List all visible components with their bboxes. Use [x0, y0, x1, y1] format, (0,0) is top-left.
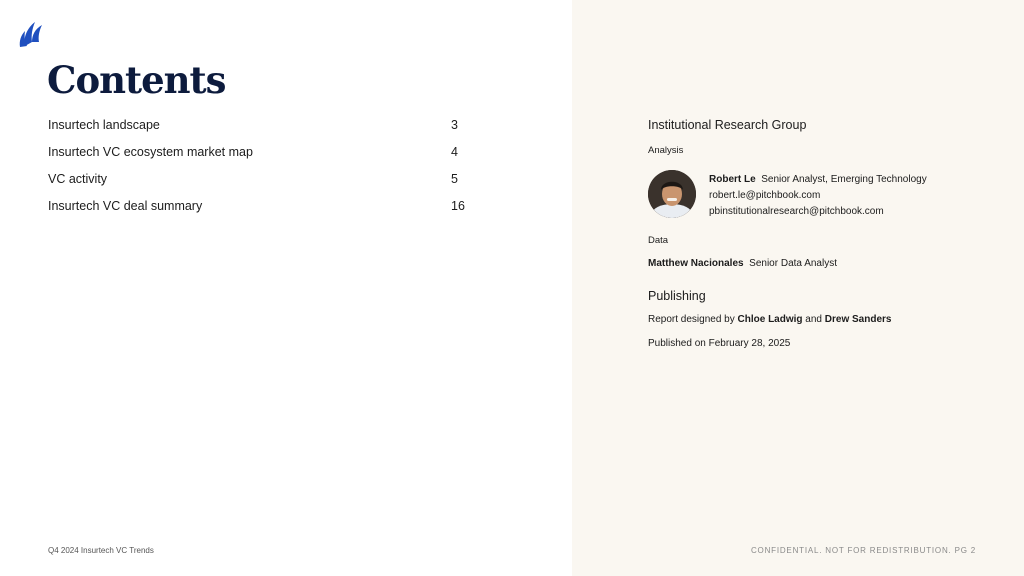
- toc-item-label: Insurtech VC deal summary: [48, 199, 203, 213]
- analyst-email[interactable]: robert.le@pitchbook.com: [709, 190, 821, 201]
- designer-name: Chloe Ladwig: [737, 314, 803, 325]
- analyst-info: [709, 172, 927, 220]
- table-of-contents: [48, 118, 478, 226]
- toc-item-label: Insurtech VC ecosystem market map: [48, 145, 253, 159]
- pitchbook-logo-icon: [19, 20, 45, 48]
- toc-item-label: Insurtech landscape: [48, 118, 160, 132]
- credits-panel: [572, 0, 1024, 576]
- designer-name: Drew Sanders: [824, 314, 892, 325]
- analyst-role: Senior Analyst, Emerging Technology: [761, 174, 927, 185]
- toc-item[interactable]: [48, 199, 478, 226]
- analyst-photo-icon: [648, 170, 696, 218]
- toc-item-label: VC activity: [48, 172, 108, 186]
- toc-item-page: 5: [451, 172, 458, 186]
- data-analyst-role: Senior Data Analyst: [749, 258, 837, 269]
- toc-item-page: 4: [451, 145, 458, 159]
- analyst-line: [709, 172, 927, 188]
- data-label: Data: [648, 235, 669, 246]
- data-analyst: [648, 258, 837, 269]
- footer-confidential: CONFIDENTIAL. NOT FOR REDISTRIBUTION. PG 2: [750, 546, 976, 555]
- toc-item[interactable]: [48, 145, 478, 172]
- published-date: Published on February 28, 2025: [648, 338, 791, 349]
- research-email[interactable]: pbinstitutionalresearch@pitchbook.com: [709, 206, 884, 217]
- toc-item-page: 3: [451, 118, 458, 132]
- data-analyst-name: Matthew Nacionales: [648, 258, 744, 269]
- designed-by: [648, 314, 891, 325]
- footer-report-title: Q4 2024 Insurtech VC Trends: [48, 546, 154, 555]
- avatar: [648, 170, 696, 218]
- toc-item-page: 16: [451, 199, 465, 213]
- designed-prefix: Report designed by: [648, 314, 735, 325]
- toc-item[interactable]: [48, 118, 478, 145]
- publishing-heading: Publishing: [648, 289, 706, 303]
- page-title: Contents: [47, 58, 226, 102]
- research-group-heading: Institutional Research Group: [648, 118, 807, 132]
- toc-item[interactable]: [48, 172, 478, 199]
- analysis-label: Analysis: [648, 145, 684, 156]
- designed-and: and: [805, 314, 822, 325]
- analyst-name: Robert Le: [709, 174, 756, 185]
